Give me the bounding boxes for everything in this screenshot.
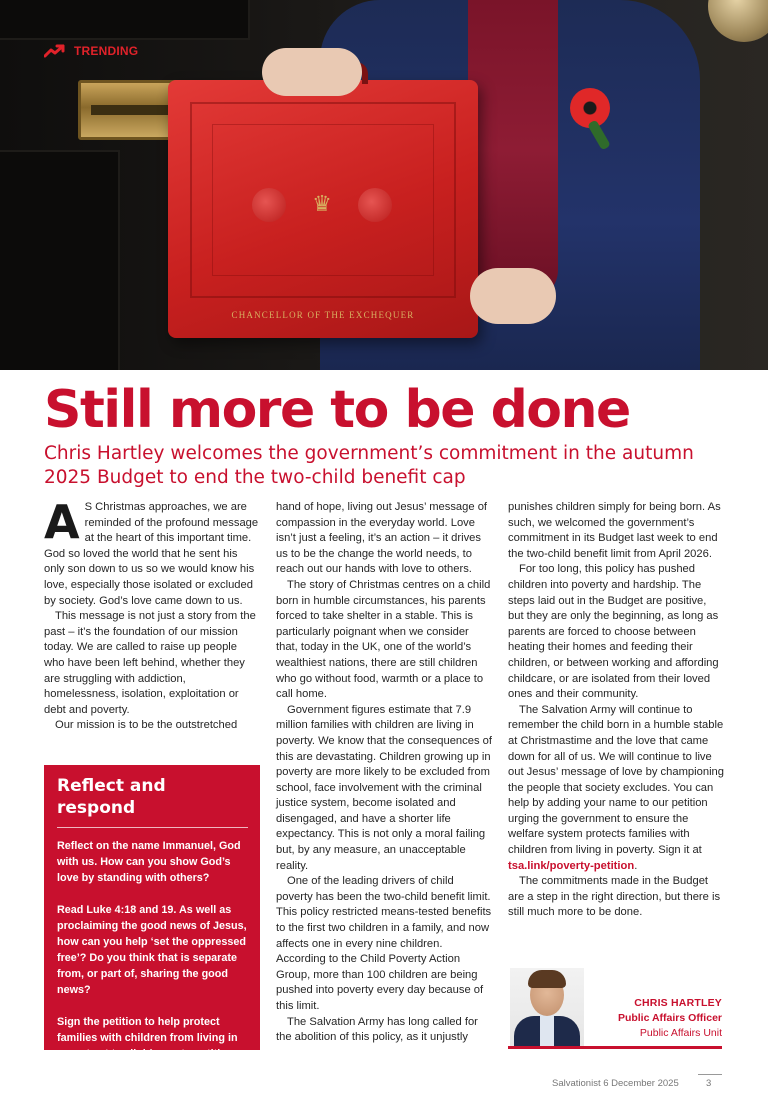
- publication-info: Salvationist 6 December 2025: [552, 1078, 679, 1089]
- petition-link[interactable]: tsa.link/poverty-petition: [111, 1048, 234, 1060]
- article-column-2: [276, 500, 492, 1046]
- author-role: Public Affairs Officer: [617, 1012, 722, 1024]
- paragraph-text: S Christmas approaches, we are reminded of the profound message at the heart of this important time. God so loved the world that he sent his only son down to us so we would know his love, especially those isolated or excluded by society. God’s love came down to us.: [44, 501, 259, 607]
- crown-crest-icon: ♛: [312, 191, 332, 217]
- author-photo: [510, 968, 584, 1046]
- article-column-1: [44, 495, 260, 734]
- red-budget-box: [168, 80, 478, 338]
- author-hair: [528, 970, 566, 988]
- page-number: 3: [706, 1078, 712, 1089]
- paragraph: One of the leading drivers of child poverty has been the two-child benefit limit. This policy restricted means-tested benefits to the first two children in a family, and now affects one in every nine children. According to the Child Poverty Action Group, more than 100 children are being pushed into poverty every day because of this limit.: [276, 875, 492, 1012]
- article-column-3: [508, 500, 724, 921]
- footer-divider: [698, 1074, 722, 1075]
- box-boss: [358, 188, 392, 222]
- reflect-text: Sign the petition to help protect families with children from living in poverty at: [57, 1016, 238, 1060]
- reflect-and-respond-box: [44, 765, 260, 1060]
- reflect-title: Reflect and respond: [57, 776, 166, 818]
- hand: [470, 268, 556, 324]
- paragraph: Our mission is to be the outstretched: [55, 719, 238, 732]
- author-divider: [508, 1046, 722, 1049]
- paragraph: [44, 495, 260, 609]
- paragraph-text: .: [634, 859, 638, 872]
- author-shirt: [540, 1014, 554, 1046]
- drop-cap: A: [44, 495, 80, 549]
- trending-tag: [44, 44, 138, 58]
- paragraph: hand of hope, living out Jesus’ message of compassion in the everyday world. Love isn’t just a feeling, it’s an action – it drives us to be the change the world needs, to reach out our hands with love to others.: [276, 501, 488, 576]
- paragraph: Government figures estimate that 7.9 million families with children are living in poverty. We know that the consequences of this are devastating. Children growing up in poverty are more likely to be excluded from school, face involvement with the criminal justice system, become isolated and disengaged, and have a shorter life expectancy. This is not only a moral failing but, by any measure, an unacceptable reality.: [276, 703, 493, 872]
- petition-link[interactable]: tsa.link/poverty-petition: [508, 859, 635, 872]
- paragraph: The commitments made in the Budget are a step in the right direction, but there is still much more to be done.: [508, 875, 721, 919]
- reflect-prompt: Reflect on the name Immanuel, God with us. How can you show God’s love by standing with others?: [57, 840, 241, 884]
- author-name: CHRIS HARTLEY: [634, 997, 722, 1009]
- reflect-text: .: [233, 1048, 237, 1060]
- hand: [262, 48, 362, 96]
- door-panel: [0, 150, 120, 370]
- article-title: Still more to be done: [44, 380, 630, 440]
- article-standfirst: Chris Hartley welcomes the government’s commitment in the autumn 2025 Budget to end the two-child benefit cap: [44, 443, 694, 488]
- paragraph: This message is not just a story from the past – it’s the foundation of our mission today. We are called to raise up people who have been left behind, whether they are struggling with addiction, homelessness, isolation, exploitation or debt and poverty.: [44, 610, 256, 716]
- door-knocker: [708, 0, 768, 42]
- reflect-prompt: [57, 1014, 248, 1062]
- reflect-prompt: Read Luke 4:18 and 19. As well as proclaiming the good news of Jesus, how can you help ‘set the oppressed free’? Do you think that is separate from, or part of, sharing the good news?: [57, 904, 247, 996]
- paragraph: [508, 703, 724, 875]
- author-unit: Public Affairs Unit: [639, 1027, 722, 1039]
- paragraph: punishes children simply for being born. As such, we welcomed the government’s commitment in its Budget last week to end the two-child benefit limit from April 2026.: [508, 501, 721, 560]
- trending-up-icon: [44, 44, 66, 58]
- box-boss: [252, 188, 286, 222]
- author-byline: [590, 996, 722, 1041]
- paragraph: For too long, this policy has pushed children into poverty and hardship. The steps laid out in the Budget are positive, but they are only the beginning, as long as parents are forced to choose between heating their homes and feeding their children, or between working and affording childcare, or are isolated from their loved ones and their community.: [508, 563, 719, 701]
- door-panel: [0, 0, 250, 40]
- briefcase-inscription: CHANCELLOR OF THE EXCHEQUER: [231, 310, 415, 320]
- paragraph: The story of Christmas centres on a child born in humble circumstances, his parents forced to take shelter in a stable. This is particularly poignant when we consider that, today in the UK, one of the world’s wealthiest nations, there are still children who go without food, warmth or a place to call home.: [276, 578, 491, 701]
- paragraph: The Salvation Army has long called for the abolition of this policy, as it unjustly: [276, 1015, 478, 1044]
- paragraph-text: The Salvation Army will continue to remember the child born in a humble stable at Christmastime and the love that came down for all of us. We will continue to live out Jesus’ message of love by championing the people that society excludes. You can help by adding your name to our petition urging the government to ensure the welfare system protects families with children from living in poverty. Sign it at: [508, 703, 724, 857]
- divider: [57, 827, 248, 828]
- scarf: [468, 0, 558, 300]
- section-label: TRENDING: [74, 44, 139, 58]
- hero-photo: [0, 0, 768, 370]
